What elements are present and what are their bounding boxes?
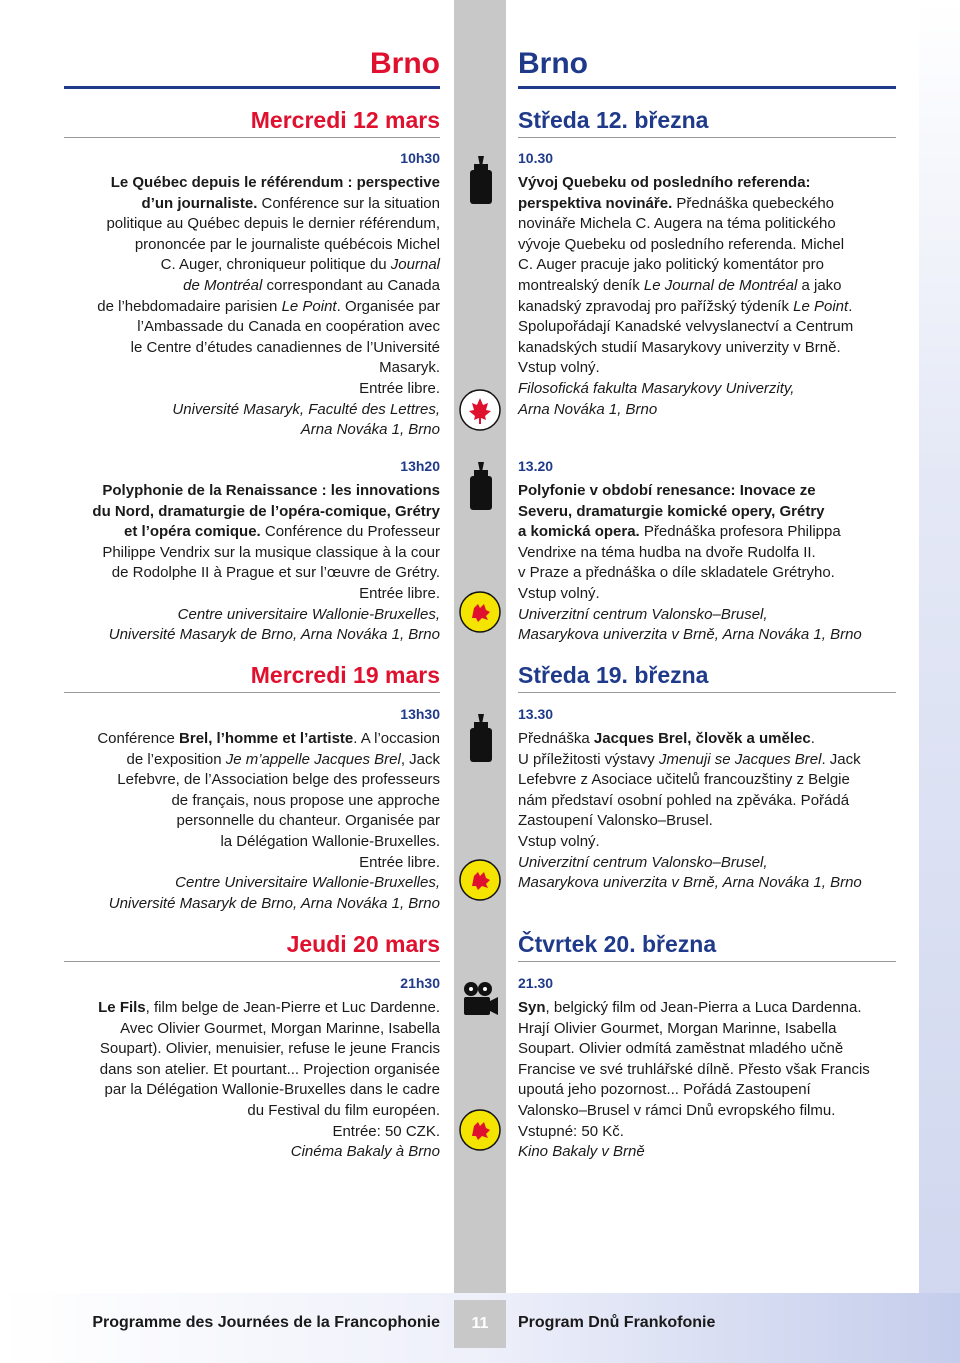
text-line: Spolupořádají Kanadské velvyslanectví a Centrum [518, 318, 854, 336]
venue: Kino Bakaly v Brně [518, 1143, 645, 1161]
text-line: prononcée par le journaliste québécois Michel [134, 235, 440, 253]
text-run: kanadský zpravodaj pro pařížský týdeník [518, 297, 794, 315]
cz-day-heading: Středa 19. března [518, 662, 709, 688]
event-text [64, 998, 440, 1163]
text-run: Je m’appelle Jacques Brel [225, 750, 401, 768]
event-title: Polyfonie v období renesance: Inovace ze [518, 482, 816, 499]
text-run: . Jack [821, 750, 861, 768]
text-line: Zastoupení Valonsko–Brusel. [518, 812, 713, 830]
cz-day-rule [518, 137, 896, 138]
text-line: Hrají Olivier Gourmet, Morgan Marinne, Isabella [518, 1019, 837, 1037]
text-line: le Centre d’études canadiennes de l’Université [130, 338, 440, 356]
entry-info: Vstupné: 50 Kč. [518, 1122, 624, 1140]
microphone-icon [458, 458, 502, 514]
text-run: Přednáška [518, 730, 594, 747]
text-line: de Rodolphe II à Prague et sur l’œuvre de Grétry. [111, 564, 440, 582]
text-run: , belgický film od Jean-Pierra a Luca Dardenna. [545, 999, 862, 1016]
fr-day-heading: Jeudi 20 mars [286, 931, 440, 957]
canada-flag-icon [458, 388, 502, 432]
venue: Cinéma Bakaly à Brno [290, 1143, 440, 1161]
event-title: d’un journaliste. [141, 194, 258, 212]
text-run: . [810, 730, 815, 747]
fr-event-1 [64, 149, 440, 441]
event-title: Le Québec depuis le référendum : perspective [110, 174, 440, 191]
text-line: personnelle du chanteur. Organisée par [176, 812, 440, 830]
event-text [518, 998, 898, 1163]
text-run: C. Auger, chroniqueur politique du [160, 256, 391, 274]
cz-event-4 [518, 974, 898, 1163]
event-title: Brel, l’homme et l’artiste [179, 730, 354, 747]
text-line: dans son atelier. Et pourtant... Projection organisée [99, 1060, 440, 1078]
text-run: Přednáška profesora Philippa [639, 523, 841, 541]
venue-address: Université Masaryk de Brno, Arna Nováka 1, Brno [108, 894, 440, 912]
event-title: perspektiva novináře. [518, 194, 673, 212]
event-text [518, 729, 898, 894]
venue: Univerzitní centrum Valonsko–Brusel, [518, 605, 768, 623]
text-run: de l’hebdomadaire parisien [97, 297, 282, 315]
fr-city-title: Brno [370, 47, 440, 80]
fr-event-4 [64, 974, 440, 1163]
text-run: , Jack [400, 750, 440, 768]
fr-event-3 [64, 705, 440, 914]
event-title: du Nord, dramaturgie de l’opéra-comique, Grétry [92, 502, 440, 520]
fr-day-rule [64, 692, 440, 693]
text-run: U příležitosti výstavy [518, 750, 659, 768]
event-text [518, 173, 898, 420]
text-line: novináře Michela C. Augera na téma politického [518, 215, 836, 233]
text-run: Přednáška quebeckého [672, 194, 835, 212]
text-line: Philippe Vendrix sur la musique classique à la cour [102, 543, 440, 561]
fr-day-heading: Mercredi 12 mars [250, 107, 440, 133]
text-run: Conférence du Professeur [260, 523, 440, 541]
event-time: 13h20 [400, 458, 440, 474]
event-time: 13.30 [518, 706, 554, 722]
text-run: , film belge de Jean-Pierre et Luc Dardenne. [145, 999, 440, 1016]
venue: Univerzitní centrum Valonsko–Brusel, [518, 853, 768, 871]
entry-info: Entrée libre. [359, 584, 440, 602]
venue: Centre universitaire Wallonie-Bruxelles, [177, 605, 440, 623]
text-line: Francise ve své truhlářské dílně. Přesto však Francis [518, 1060, 870, 1078]
venue-address: Masarykova univerzita v Brně, Arna Nováka 1, Brno [518, 874, 862, 892]
text-line: Lefebvre z Asociace učitelů francouzštiny z Belgie [518, 771, 850, 789]
footer-title-fr: Programme des Journées de la Francophonie [92, 1314, 440, 1331]
text-run: montrealský deník [518, 276, 644, 294]
text-run: Le Point [281, 297, 337, 315]
event-time: 13h30 [400, 706, 440, 722]
text-line: politique au Québec depuis le dernier référendum, [106, 215, 440, 233]
text-line: Avec Olivier Gourmet, Morgan Marinne, Isabella [120, 1019, 440, 1037]
cz-day-heading: Středa 12. března [518, 107, 709, 133]
text-run: Journal [390, 256, 440, 274]
microphone-icon [458, 152, 502, 208]
text-run: de Montréal [183, 276, 263, 294]
text-run: Le Point [793, 297, 849, 315]
text-run: Jmenuji se Jacques Brel [658, 750, 822, 768]
wallonia-rooster-icon [458, 590, 502, 634]
event-time: 10.30 [518, 150, 554, 166]
text-line: v Praze a přednáška o díle skladatele Grétryho. [518, 564, 835, 582]
fr-day-heading: Mercredi 19 mars [250, 662, 440, 688]
event-title: et l’opéra comique. [124, 523, 261, 541]
cz-header-rule [518, 86, 896, 89]
text-line: Soupart). Olivier, menuisier, refuse le jeune Francis [99, 1040, 440, 1058]
fr-day-rule [64, 137, 440, 138]
text-line: Soupart. Olivier odmítá zaměstnat mladého učně [518, 1040, 844, 1058]
text-line: la Délégation Wallonie-Bruxelles. [220, 832, 440, 850]
text-run: Le Journal de Montréal [643, 276, 798, 294]
text-run: . [848, 297, 853, 315]
page-edge-band [919, 0, 960, 1363]
wallonia-rooster-icon [458, 1108, 502, 1152]
text-line: par la Délégation Wallonie-Bruxelles dans le cadre [104, 1081, 440, 1099]
text-run: de l’exposition [126, 750, 226, 768]
event-text [64, 481, 440, 646]
text-line: du Festival du film européen. [247, 1101, 440, 1119]
page-number: 11 [454, 1300, 506, 1348]
text-line: C. Auger pracuje jako politický komentátor pro [518, 256, 824, 274]
venue-address: Masarykova univerzita v Brně, Arna Nováka 1, Brno [518, 626, 862, 644]
fr-header-rule [64, 86, 440, 89]
event-title: Severu, dramaturgie komické opery, Grétry [518, 502, 825, 520]
text-line: kanadských studií Masarykovy univerzity v Brně. [518, 338, 841, 356]
text-run: . A l’occasion [353, 730, 440, 747]
entry-info: Entrée libre. [359, 379, 440, 397]
event-title: Vývoj Quebeku od posledního referenda: [518, 174, 811, 191]
text-run: correspondant au Canada [262, 276, 440, 294]
text-line: de français, nous propose une approche [171, 791, 440, 809]
cz-event-3 [518, 705, 898, 894]
event-time: 13.20 [518, 458, 554, 474]
text-line: Lefebvre, de l’Association belge des professeurs [117, 771, 440, 789]
event-title: a komická opera. [518, 523, 640, 541]
text-line: upoutá jeho pozornost... Pořádá Zastoupení [518, 1081, 811, 1099]
event-title: Le Fils [98, 999, 146, 1016]
text-line: nám představí osobní pohled na zpěváka. Pořádá [518, 791, 850, 809]
entry-info: Vstup volný. [518, 359, 600, 377]
event-title: Jacques Brel, člověk a umělec [593, 730, 811, 747]
text-line: Masaryk. [379, 359, 440, 377]
venue-address: Université Masaryk de Brno, Arna Nováka 1, Brno [108, 626, 440, 644]
event-title: Polyphonie de la Renaissance : les innovations [102, 482, 440, 499]
text-run: a jako [797, 276, 842, 294]
event-time: 21h30 [400, 975, 440, 991]
text-run: Conférence sur la situation [257, 194, 440, 212]
fr-event-2 [64, 457, 440, 646]
footer-title-cz: Program Dnů Frankofonie [518, 1314, 716, 1331]
film-camera-icon [458, 978, 502, 1022]
text-line: l’Ambassade du Canada en coopération avec [137, 318, 440, 336]
entry-info: Entrée: 50 CZK. [332, 1122, 440, 1140]
venue-address: Arna Nováka 1, Brno [300, 421, 440, 439]
entry-info: Vstup volný. [518, 832, 600, 850]
event-time: 21.30 [518, 975, 554, 991]
wallonia-rooster-icon [458, 858, 502, 902]
event-text [64, 173, 440, 441]
text-run: . Organisée par [336, 297, 440, 315]
cz-event-2 [518, 457, 898, 646]
cz-day-rule [518, 692, 896, 693]
entry-info: Entrée libre. [359, 853, 440, 871]
cz-day-heading: Čtvrtek 20. března [518, 931, 717, 957]
microphone-icon [458, 710, 502, 766]
text-run: Conférence [97, 730, 180, 747]
event-text [518, 481, 898, 646]
text-line: Vendrixe na téma hudba na dvoře Rudolfa II. [518, 543, 816, 561]
cz-day-rule [518, 961, 896, 962]
event-time: 10h30 [400, 150, 440, 166]
venue: Université Masaryk, Faculté des Lettres, [172, 400, 440, 418]
venue-address: Arna Nováka 1, Brno [518, 400, 658, 418]
text-line: vývoje Quebeku od posledního referenda. Michel [518, 235, 845, 253]
venue: Centre Universitaire Wallonie-Bruxelles, [175, 874, 440, 892]
event-text [64, 729, 440, 914]
text-line: Valonsko–Brusel v rámci Dnů evropského filmu. [518, 1101, 836, 1119]
fr-day-rule [64, 961, 440, 962]
event-title: Syn [518, 999, 546, 1016]
cz-city-title: Brno [518, 47, 588, 80]
entry-info: Vstup volný. [518, 584, 600, 602]
venue: Filosofická fakulta Masarykovy Univerzity, [518, 379, 795, 397]
cz-event-1 [518, 149, 898, 420]
